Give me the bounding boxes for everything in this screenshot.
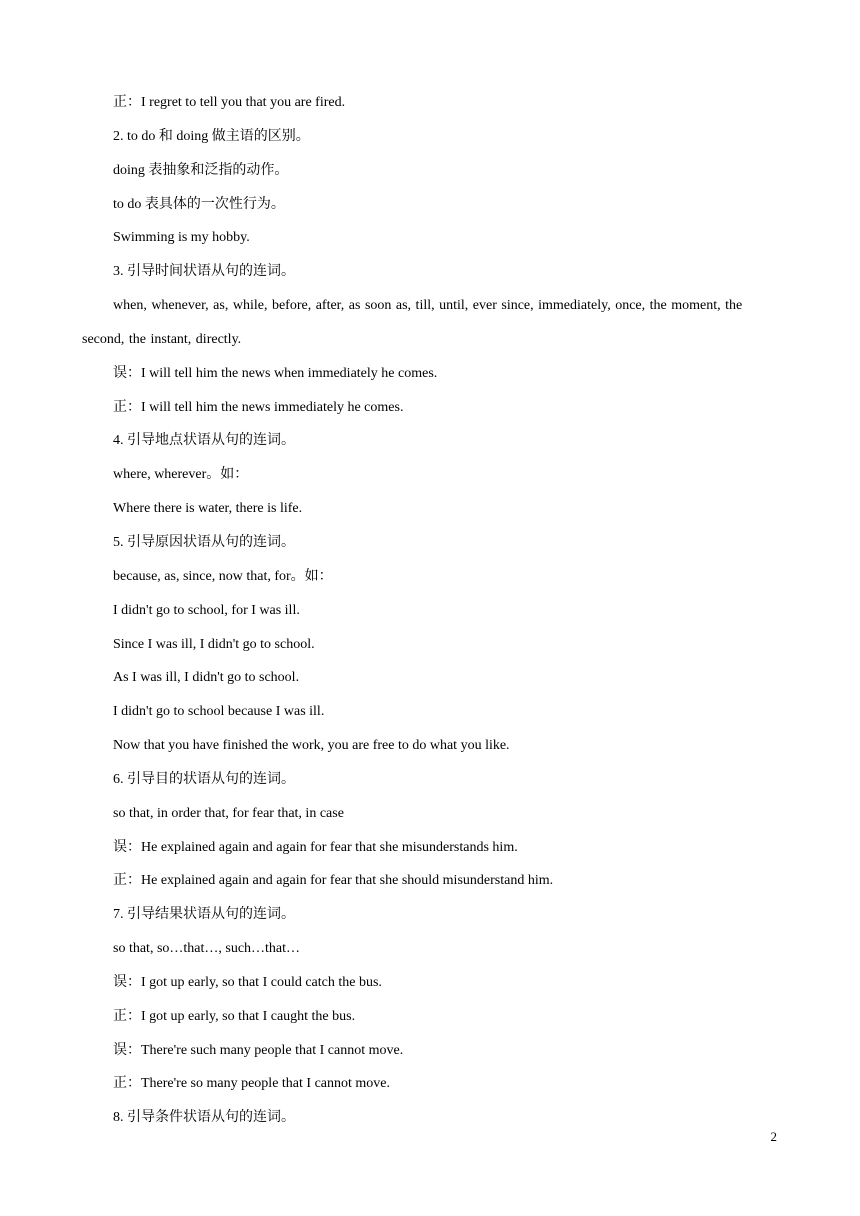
text-line: 正：I regret to tell you that you are fired.: [113, 95, 346, 110]
wrong-example: 误：There're such many people that I cannot move.: [113, 1042, 404, 1058]
example-sentence: Where there is water, there is life.: [113, 501, 303, 517]
example-sentence: Now that you have finished the work, you are free to do what you like.: [113, 738, 510, 754]
example-sentence: As I was ill, I didn't go to school.: [113, 670, 300, 686]
text-line: so that, so…that…, such…that…: [113, 941, 301, 957]
text-line: so that, in order that, for fear that, in case: [113, 805, 344, 821]
section-heading: 2. to do 和 doing 做主语的区别。: [113, 128, 310, 144]
section-heading: 7. 引导结果状语从句的连词。: [113, 907, 295, 923]
section-heading: 5. 引导原因状语从句的连词。: [113, 534, 295, 550]
wrong-example: 误：I will tell him the news when immediately he comes.: [113, 365, 438, 381]
example-sentence: I didn't go to school because I was ill.: [113, 704, 325, 720]
section-heading: 3. 引导时间状语从句的连词。: [113, 264, 295, 280]
conjunction-list-paragraph: when, whenever, as, while, before, after, as soon as, till, until, ever since, immediately, once, the moment, the second, the instant, directly.: [82, 298, 743, 347]
section-heading: 4. 引导地点状语从句的连词。: [113, 433, 295, 449]
section-heading: 8. 引导条件状语从句的连词。: [113, 1110, 295, 1126]
example-sentence: I didn't go to school, for I was ill.: [113, 602, 300, 618]
example-sentence: Swimming is my hobby.: [113, 230, 250, 246]
wrong-example: 误：He explained again and again for fear that she misunderstands him.: [113, 839, 518, 855]
text-line: doing 表抽象和泛指的动作。: [113, 162, 289, 178]
document-body: [82, 86, 782, 1135]
correct-example: 正：I got up early, so that I caught the bus.: [113, 1008, 356, 1024]
section-heading: 6. 引导目的状语从句的连词。: [113, 771, 295, 787]
example-sentence: Since I was ill, I didn't go to school.: [113, 636, 315, 652]
text-line: because, as, since, now that, for。如：: [113, 568, 333, 584]
text-line: to do 表具体的一次性行为。: [113, 196, 285, 212]
page-number: 2: [770, 1129, 777, 1144]
correct-example: 正：He explained again and again for fear that she should misunderstand him.: [113, 873, 554, 889]
correct-example: 正：I will tell him the news immediately he comes.: [113, 399, 404, 415]
correct-example: 正：There're so many people that I cannot move.: [113, 1076, 390, 1092]
wrong-example: 误：I got up early, so that I could catch the bus.: [113, 974, 382, 990]
text-line: where, wherever。如：: [113, 467, 249, 483]
